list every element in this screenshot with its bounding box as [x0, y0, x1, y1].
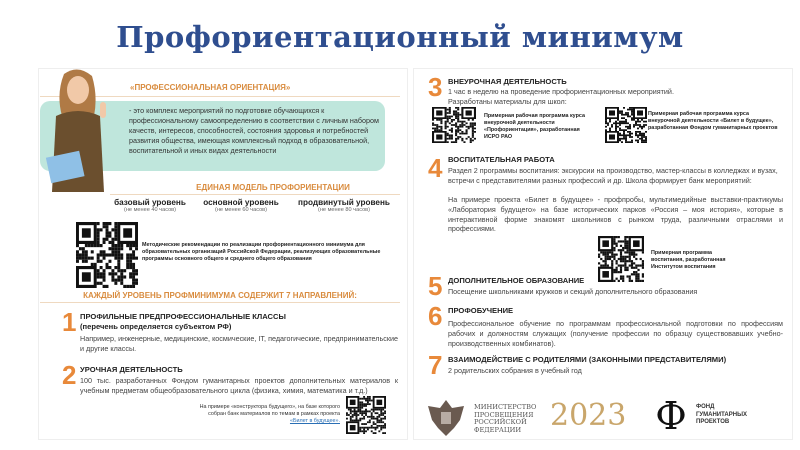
divider — [40, 302, 400, 303]
item-text: Посещение школьниками кружков и секций дополнительного образования — [448, 287, 698, 296]
item-title: ДОПОЛНИТЕЛЬНОЕ ОБРАЗОВАНИЕ — [448, 276, 585, 285]
item-text: Раздел 2 программы воспитания: экскурсии на производство, мастер-классы в колледжах и вузах, встречи с представителями разных профессий и др. Школа формирует банк мероприятий: — [448, 166, 778, 185]
qr-caption: Примерная рабочая программа курса внеурочной деятельности «Профориентация», разработанная ИСРО РАО — [484, 113, 585, 140]
qr-caption: Примерная программа воспитания, разработанная Институтом воспитания — [651, 250, 726, 270]
qr-code-bilet[interactable] — [605, 107, 647, 143]
level-main: основной уровень (не менее 60 часов) — [203, 198, 279, 213]
qr-caption: Примерная рабочая программа курса внеурочной деятельности «Билет в будущее», разработанная Фондом гуманитарных проектов — [648, 111, 778, 131]
item-number: 7 — [428, 350, 443, 380]
qr-code-upbringing[interactable] — [598, 236, 644, 282]
definition-text: - это комплекс мероприятий по подготовке обучающихся к профессиональному самоопределению в соответствии с личным набором качеств, интересов, способностей, состояния здоровья и потребностей развития общества, имеющая комплексный подход в образовательной, воспитательной и иных видах деятельности — [129, 106, 379, 155]
po-heading: «ПРОФЕССИОНАЛЬНАЯ ОРИЕНТАЦИЯ» — [130, 83, 291, 92]
student-girl-image — [42, 66, 114, 192]
qr-code-proforientation[interactable] — [432, 107, 476, 143]
item-title: ПРОФИЛЬНЫЕ ПРЕДПРОФЕССИОНАЛЬНЫЕ КЛАССЫ (перечень определяется субъектом РФ) — [80, 312, 286, 331]
divider — [110, 194, 400, 195]
item-number: 6 — [428, 301, 443, 331]
item-number: 1 — [62, 307, 77, 337]
item-title: ВНЕУРОЧНАЯ ДЕЯТЕЛЬНОСТЬ — [448, 77, 567, 86]
model-heading: ЕДИНАЯ МОДЕЛЬ ПРОФОРИЕНТАЦИИ — [196, 183, 350, 192]
item-title: ВОСПИТАТЕЛЬНАЯ РАБОТА — [448, 155, 555, 164]
item-text: 100 тыс. разработанных Фондом гуманитарных проектов дополнительных материалов к учебным предметам общеобразовательного цикла (физика, химия, математика и т.д.) — [80, 376, 398, 395]
item-text: Например, инженерные, медицинские, космические, IT, педагогические, предпринимательские и другие классы. — [80, 334, 398, 353]
qr-caption: Методические рекомендации по реализации профориентационного минимума для образовательных организаций Российской Федерации, реализующих образовательные программы основного общего и среднего общего образования — [142, 242, 381, 262]
item-title: ВЗАИМОДЕЙСТВИЕ С РОДИТЕЛЯМИ (ЗАКОННЫМИ ПРЕДСТАВИТЕЛЯМИ) — [448, 355, 727, 364]
item-title: УРОЧНАЯ ДЕЯТЕЛЬНОСТЬ — [80, 365, 183, 374]
note-text: На примере «конструктора будущего», на базе которого собран банк материалов по темам в рамках проекта «Билет в будущее». — [199, 404, 340, 424]
item-text: На примере проекта «Билет в будущее» - профпробы, мультимедийные выставки-практикумы «Лаборатория будущего» на базе исторических парков «Россия – моя история», которые в интерактивной форме знакомят школьников с рынком труда, различными отраслями и профессиями. — [448, 195, 783, 234]
item-number: 3 — [428, 72, 443, 102]
fund-logo-text: ФОНД ГУМАНИТАРНЫХ ПРОЕКТОВ — [696, 404, 747, 425]
bilet-link[interactable]: «Билет в будущее». — [289, 418, 340, 424]
item-number: 4 — [428, 153, 443, 183]
russian-coat-of-arms-icon — [424, 396, 468, 440]
qr-code-constructor[interactable] — [346, 396, 386, 434]
page-title: Профориентационный минимум — [116, 20, 684, 54]
item-text: 2 родительских собрания в учебный год — [448, 366, 582, 375]
year-2023-logo: 2023 — [550, 398, 627, 433]
fund-logo-icon: Ф — [655, 394, 687, 438]
level-basic: базовый уровень (не менее 40 часов) — [114, 198, 186, 213]
item-text: Профессиональное обучение по программам профессиональной подготовки по профессиям рабочих и должностям служащих (получение профессии по образцу существовавших учебно-производственных комбинатов). — [448, 319, 783, 348]
ministry-logo-text: МИНИСТЕРСТВО ПРОСВЕЩЕНИЯ РОССИЙСКОЙ ФЕДЕРАЦИИ — [474, 403, 537, 434]
item-number: 5 — [428, 271, 443, 301]
item-number: 2 — [62, 360, 77, 390]
qr-code-recommendations[interactable] — [76, 222, 138, 288]
item-title: ПРОФОБУЧЕНИЕ — [448, 306, 514, 315]
directions-heading: КАЖДЫЙ УРОВЕНЬ ПРОФМИНИМУМА СОДЕРЖИТ 7 НАПРАВЛЕНИЙ: — [83, 291, 357, 300]
item-text: 1 час в неделю на проведение профориентационных мероприятий. Разработаны материалы для школ: — [448, 87, 674, 106]
level-advanced: продвинутый уровень (не менее 80 часов) — [298, 198, 390, 213]
